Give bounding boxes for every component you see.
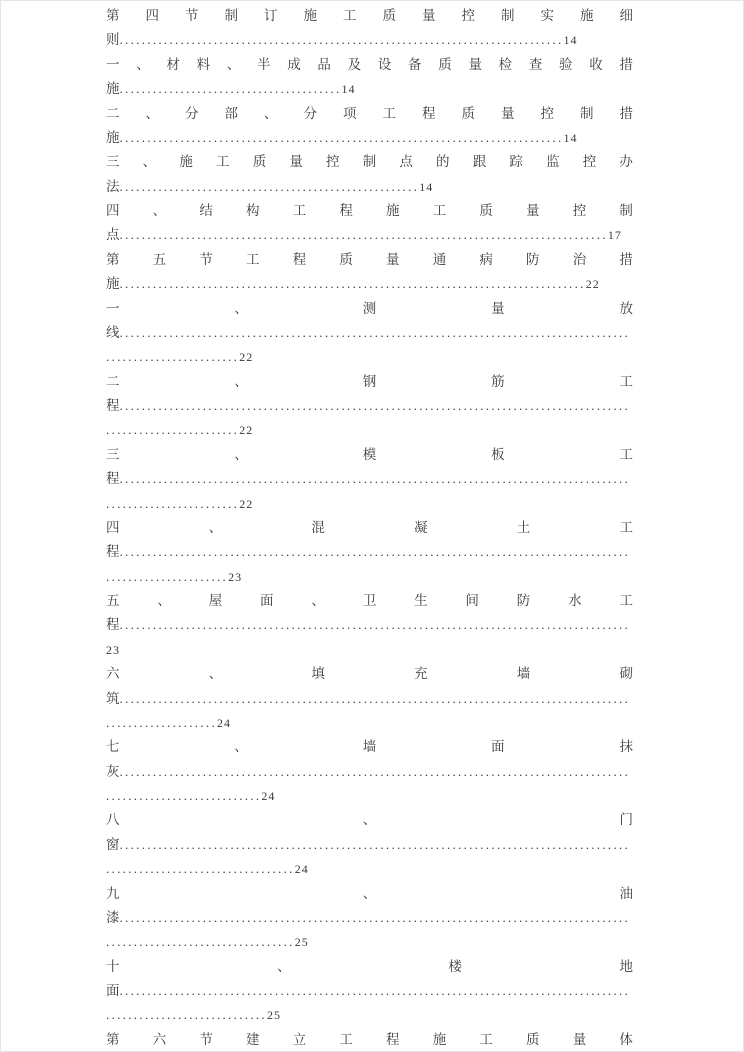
toc-char: 跟	[472, 154, 487, 170]
toc-char: 量	[572, 1031, 587, 1047]
toc-char: 质	[438, 56, 452, 72]
toc-page-number: 14	[563, 130, 578, 145]
toc-line	[106, 857, 633, 881]
toc-char: 防	[526, 251, 540, 267]
toc-line	[106, 394, 633, 418]
toc-char: 三	[106, 446, 120, 462]
toc-char: 、	[234, 300, 248, 316]
toc-page-number: 24	[294, 862, 309, 877]
dot-leader: ............................................................................................	[119, 544, 631, 560]
toc-page-number: 14	[341, 82, 356, 97]
toc-char: 六	[152, 1031, 167, 1047]
toc-char: 、	[234, 739, 248, 755]
toc-char: 点	[399, 154, 413, 170]
toc-page-number: 24	[261, 789, 276, 803]
toc-char: 放	[619, 300, 633, 316]
dot-leader: ............................................................................................	[119, 763, 631, 779]
toc-char: 、	[157, 593, 171, 608]
toc-char: 收	[589, 56, 603, 72]
toc-line	[106, 297, 633, 321]
toc-line	[106, 175, 633, 199]
toc-line	[106, 760, 633, 784]
toc-line	[106, 199, 633, 223]
toc-wrapped-char: 施	[106, 129, 120, 145]
toc-char: 品	[317, 56, 331, 72]
toc-page-number: 22	[239, 350, 254, 365]
toc-char: 制	[580, 105, 594, 121]
toc-char: 措	[619, 251, 633, 267]
toc-char: 治	[572, 251, 587, 267]
toc-char: 第	[106, 251, 120, 267]
toc-line	[106, 126, 633, 150]
toc-page-number: 22	[239, 423, 254, 438]
toc-lines	[106, 4, 633, 1052]
toc-char: 工	[216, 154, 230, 170]
toc-char: 制	[619, 203, 633, 218]
toc-char: 二	[106, 105, 120, 121]
toc-char: 、	[264, 105, 278, 121]
toc-char: 、	[234, 373, 248, 389]
toc-char: 施	[580, 8, 594, 23]
dot-leader: ........................	[106, 422, 240, 438]
toc-char: 控	[326, 154, 340, 170]
toc-line	[106, 735, 633, 759]
toc-char: 施	[303, 8, 317, 23]
toc-line	[106, 77, 633, 101]
toc-wrapped-char: 面	[106, 983, 120, 998]
toc-char: 四	[106, 203, 120, 218]
toc-char: 办	[619, 154, 633, 170]
toc-char: 施	[179, 154, 193, 170]
toc-char: 成	[287, 56, 301, 72]
toc-char: 备	[408, 56, 422, 72]
toc-char: 设	[377, 56, 392, 72]
toc-char: 量	[386, 251, 400, 267]
toc-char: 充	[414, 666, 428, 682]
toc-char: 节	[199, 251, 213, 267]
toc-char: 门	[619, 812, 633, 828]
dot-leader: ................................................................................	[119, 32, 564, 48]
toc-char: 细	[619, 8, 633, 23]
toc-char: 结	[199, 203, 213, 218]
toc-char: 面	[491, 739, 505, 755]
toc-char: 、	[208, 519, 223, 535]
toc-char: 工	[343, 8, 357, 23]
toc-char: 三	[106, 154, 120, 170]
dot-leader: ............................................................................................	[119, 617, 631, 633]
toc-wrapped-char: 法	[106, 178, 120, 194]
toc-char: 面	[260, 593, 274, 608]
toc-char: 模	[362, 446, 377, 462]
toc-char: 第	[106, 8, 120, 23]
dot-leader: ....................	[106, 714, 217, 730]
toc-line	[106, 28, 633, 52]
toc-page-number: 25	[294, 935, 309, 950]
toc-line	[106, 150, 633, 174]
toc-char: 五	[106, 593, 120, 608]
dot-leader: ............................................................................................	[119, 324, 631, 340]
toc-char: 工	[619, 593, 633, 608]
toc-char: 踪	[509, 154, 523, 170]
toc-char: 质	[526, 1031, 540, 1047]
toc-line	[106, 102, 633, 126]
toc-line	[106, 1003, 633, 1027]
toc-page-number: 22	[239, 496, 254, 511]
toc-line	[106, 662, 633, 686]
toc-char: 油	[619, 885, 633, 901]
toc-line	[106, 4, 633, 28]
toc-wrapped-char: 程	[106, 544, 120, 560]
dot-leader: ........................	[106, 495, 240, 511]
toc-line	[106, 248, 633, 272]
toc-char: 、	[152, 203, 167, 218]
toc-char: 验	[559, 56, 573, 72]
toc-char: 一	[106, 300, 120, 316]
dot-leader: ............................................................................................	[119, 836, 631, 852]
toc-char: 制	[501, 8, 515, 23]
toc-char: 构	[246, 203, 260, 218]
toc-line	[106, 687, 633, 711]
toc-char: 料	[196, 56, 211, 72]
toc-wrapped-char: 程	[106, 617, 120, 633]
toc-line	[106, 492, 633, 516]
dot-leader: ........................................................................................	[119, 227, 608, 243]
toc-char: 工	[246, 251, 260, 267]
toc-char: 、	[362, 812, 377, 828]
toc-line	[106, 613, 633, 637]
toc-line	[106, 272, 633, 296]
toc-char: 实	[540, 8, 554, 23]
toc-char: 监	[546, 154, 560, 170]
toc-char: 板	[491, 446, 505, 462]
toc-line	[106, 711, 633, 735]
toc-char: 质	[382, 8, 396, 23]
toc-char: 量	[526, 203, 540, 218]
toc-line	[106, 906, 633, 930]
toc-char: 、	[136, 56, 150, 72]
toc-char: 凝	[414, 519, 428, 535]
toc-char: 程	[422, 105, 436, 121]
toc-char: 质	[461, 105, 475, 121]
toc-wrapped-char: 灰	[106, 763, 120, 779]
toc-line	[106, 223, 633, 247]
toc-char: 一	[106, 56, 120, 72]
dot-leader: ............................................................................................	[119, 690, 631, 706]
toc-char: 病	[479, 251, 493, 267]
toc-char: 施	[432, 1031, 447, 1047]
toc-char: 、	[234, 446, 248, 462]
toc-char: 工	[382, 105, 396, 121]
toc-line	[106, 589, 633, 613]
toc-page-number: 25	[266, 1008, 281, 1023]
toc-char: 土	[516, 519, 531, 535]
toc-line	[106, 979, 633, 1003]
toc-char: 填	[311, 666, 325, 682]
toc-char: 检	[498, 56, 513, 72]
toc-char: 控	[572, 203, 587, 218]
toc-char: 二	[106, 373, 120, 389]
toc-char: 六	[106, 666, 120, 682]
toc-char: 量	[501, 105, 515, 121]
dot-leader: ..................................	[106, 861, 295, 877]
toc-char: 部	[224, 105, 238, 121]
dot-leader: ............................	[106, 788, 262, 803]
toc-page-number: 23	[106, 642, 120, 657]
toc-char: 分	[303, 105, 317, 121]
toc-char: 工	[432, 203, 447, 218]
toc-char: 、	[311, 593, 325, 608]
toc-wrapped-char: 程	[106, 398, 120, 413]
toc-wrapped-char: 施	[106, 81, 120, 97]
toc-char: 八	[106, 812, 120, 828]
toc-page-number: 14	[563, 33, 578, 48]
toc-char: 施	[386, 203, 400, 218]
dot-leader: ....................................................................................	[119, 276, 586, 292]
toc-char: 生	[414, 593, 428, 608]
toc-page-number: 14	[419, 179, 434, 194]
toc-line	[106, 321, 633, 345]
toc-char: 及	[347, 56, 362, 72]
toc-char: 工	[619, 519, 633, 535]
toc-char: 建	[246, 1031, 260, 1047]
toc-char: 五	[152, 251, 167, 267]
toc-char: 卫	[362, 593, 377, 608]
toc-char: 节	[185, 8, 199, 23]
toc-page-number: 22	[585, 277, 600, 292]
toc-char: 工	[292, 203, 307, 218]
toc-char: 半	[257, 56, 271, 72]
toc-char: 屋	[208, 593, 223, 608]
toc-char: 控	[461, 8, 475, 23]
toc-wrapped-char: 线	[106, 324, 120, 340]
toc-char: 量	[491, 300, 505, 316]
toc-char: 、	[362, 885, 377, 901]
toc-line	[106, 833, 633, 857]
dot-leader: ..................................	[106, 934, 295, 950]
toc-char: 钢	[362, 373, 377, 389]
toc-char: 程	[292, 251, 307, 267]
toc-line	[106, 418, 633, 442]
toc-char: 质	[479, 203, 493, 218]
toc-char: 质	[252, 154, 267, 170]
toc-line	[106, 370, 633, 394]
toc-line	[106, 784, 633, 808]
toc-char: 九	[106, 885, 120, 901]
toc-char: 第	[106, 1031, 120, 1047]
toc-char: 制	[224, 8, 238, 23]
toc-char: 砌	[619, 666, 633, 682]
toc-wrapped-char: 窗	[106, 836, 120, 852]
toc-char: 工	[619, 446, 633, 462]
toc-char: 质	[339, 251, 353, 267]
toc-char: 控	[540, 105, 554, 121]
dot-leader: ................................................................................	[119, 129, 564, 145]
dot-leader: ............................................................................................	[119, 398, 631, 413]
toc-char: 墙	[362, 739, 377, 755]
dot-leader: .............................	[106, 1007, 267, 1023]
toc-char: 间	[465, 593, 479, 608]
toc-char: 楼	[448, 958, 462, 974]
table-of-contents	[106, 4, 633, 1052]
toc-char: 水	[568, 593, 582, 608]
toc-line	[106, 638, 633, 662]
toc-char: 地	[619, 958, 633, 974]
toc-line	[106, 516, 633, 540]
toc-char: 措	[619, 105, 633, 121]
toc-char: 十	[106, 958, 120, 974]
toc-char: 量	[468, 56, 482, 72]
toc-char: 分	[185, 105, 199, 121]
toc-char: 控	[582, 154, 597, 170]
toc-char: 查	[528, 56, 543, 72]
toc-char: 筋	[491, 373, 505, 389]
toc-page-number: 17	[607, 228, 622, 243]
dot-leader: ........................	[106, 349, 240, 365]
toc-wrapped-char: 筑	[106, 690, 120, 706]
toc-char: 七	[106, 739, 120, 755]
toc-wrapped-char: 程	[106, 471, 120, 487]
toc-char: 订	[264, 8, 278, 23]
toc-wrapped-char: 施	[106, 276, 120, 292]
toc-line	[106, 955, 633, 979]
toc-line	[106, 930, 633, 954]
dot-leader: ......................................................	[119, 178, 420, 194]
toc-page-number: 23	[228, 569, 243, 584]
toc-char: 的	[436, 154, 450, 170]
toc-page-number: 24	[217, 715, 231, 730]
dot-leader: ......................	[106, 568, 229, 584]
toc-char: 量	[289, 154, 303, 170]
toc-line	[106, 1028, 633, 1052]
toc-line	[106, 882, 633, 906]
toc-line	[106, 467, 633, 491]
toc-char: 混	[311, 519, 325, 535]
toc-char: 材	[166, 56, 180, 72]
toc-wrapped-char: 则	[106, 32, 120, 48]
toc-line	[106, 345, 633, 369]
toc-line	[106, 808, 633, 832]
toc-char: 抹	[619, 739, 633, 755]
toc-char: 、	[208, 666, 223, 682]
toc-wrapped-char: 点	[106, 227, 120, 243]
toc-char: 工	[619, 373, 633, 389]
toc-char: 量	[422, 8, 436, 23]
toc-char: 防	[516, 593, 531, 608]
dot-leader: ............................................................................................	[119, 909, 631, 925]
toc-line	[106, 565, 633, 589]
dot-leader: ............................................................................................	[119, 983, 631, 998]
toc-char: 项	[343, 105, 357, 121]
toc-char: 制	[362, 154, 377, 170]
dot-leader: ............................................................................................	[119, 471, 631, 487]
toc-char: 立	[292, 1031, 307, 1047]
toc-char: 、	[277, 958, 291, 974]
toc-line	[106, 540, 633, 564]
dot-leader: ........................................	[119, 81, 342, 97]
toc-char: 四	[145, 8, 159, 23]
toc-char: 四	[106, 519, 120, 535]
toc-char: 通	[432, 251, 447, 267]
toc-char: 、	[226, 56, 241, 72]
toc-char: 、	[142, 154, 157, 170]
toc-char: 程	[386, 1031, 400, 1047]
toc-line	[106, 443, 633, 467]
toc-char: 体	[619, 1031, 633, 1047]
toc-line	[106, 53, 633, 77]
toc-wrapped-char: 漆	[106, 909, 120, 925]
toc-char: 节	[199, 1031, 213, 1047]
toc-char: 工	[479, 1031, 493, 1047]
toc-char: 工	[339, 1031, 353, 1047]
toc-char: 程	[339, 203, 353, 218]
toc-char: 、	[145, 105, 159, 121]
toc-char: 措	[619, 56, 633, 72]
toc-char: 测	[362, 300, 377, 316]
toc-char: 墙	[516, 666, 531, 682]
